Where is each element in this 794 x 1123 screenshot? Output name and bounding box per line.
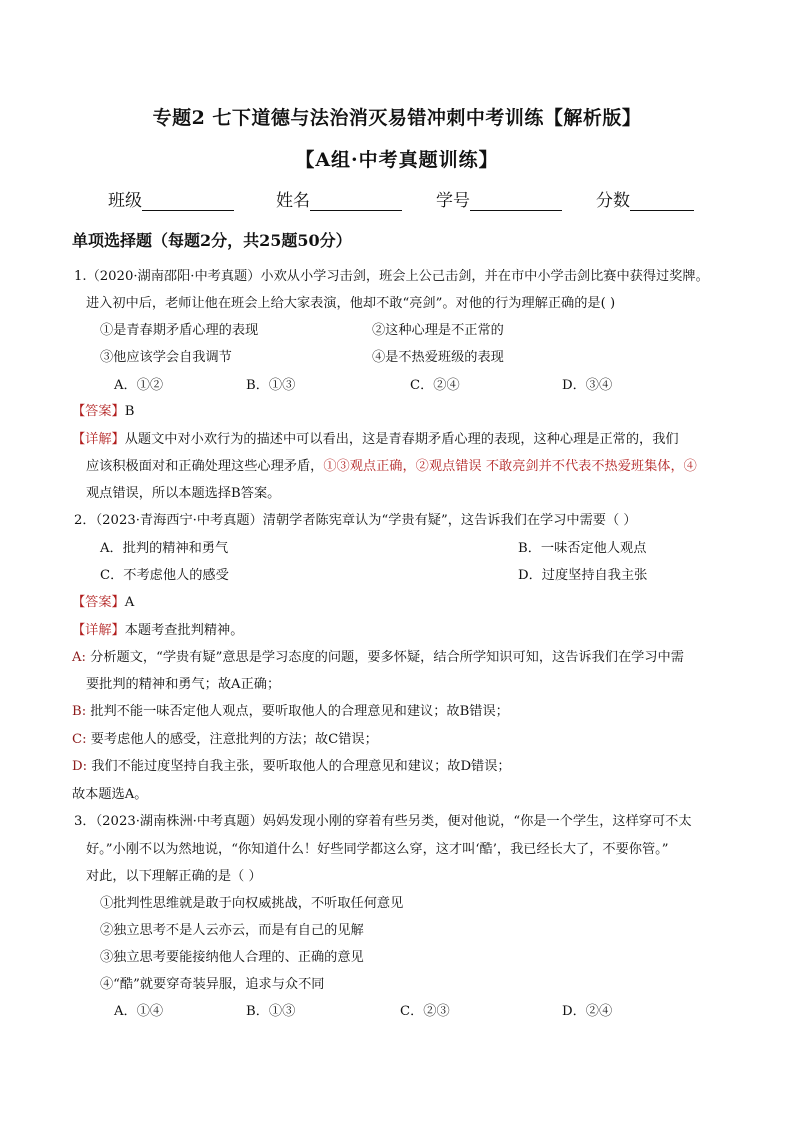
q1-choice-a: A．①② (114, 378, 164, 393)
q2-answer-value: A (124, 595, 135, 610)
q3-stem-line3: 对此，以下理解正确的是（ ） (86, 869, 262, 884)
section-title: 单项选择题（每题2分，共25题50分） (72, 231, 352, 250)
name-blank (310, 190, 402, 211)
q1-detail-line2: 应该积极面对和正确处理这些心理矛盾，①③观点正确，②观点错误 不敢亮剑并不代表不热爱班集体，④ (86, 459, 697, 474)
q2-conclusion: 故本题选A。 (72, 787, 148, 802)
q2-analysis-a-line1: A: 分析题文，“学贵有疑”意思是学习态度的问题，要多怀疑，结合所学知识可知，这告诉我们在学习中需 (72, 650, 684, 665)
q1-answer (72, 403, 134, 421)
q1-answer-label: 【答案】 (72, 404, 125, 419)
q1-answer-value: B (124, 404, 135, 419)
q2-choice-b: B．一味否定他人观点 (518, 541, 647, 556)
q2-analysis-a-line2: 要批判的精神和勇气；故A正确； (86, 677, 281, 692)
student-id-blank (470, 190, 562, 211)
class-blank (142, 190, 234, 211)
q3-statement-4: ④“酷”就要穿奇装异服，追求与众不同 (100, 977, 325, 992)
q2-analysis-d: D: 我们不能过度坚持自我主张，要听取他人的合理意见和建议；故D错误； (72, 759, 511, 774)
q2-answer-label: 【答案】 (72, 595, 125, 610)
q1-statement-2: ②这种心理是不正常的 (372, 323, 504, 338)
q1-statement-4: ④是不热爱班级的表现 (372, 350, 504, 365)
q1-choice-c: C．②④ (410, 378, 460, 393)
name-field: 姓名 (276, 186, 402, 211)
q1-statement-3: ③他应该学会自我调节 (100, 350, 232, 365)
q1-stem-line1: 1.（2020·湖南邵阳·中考真题）小欢从小学习击剑，班会上公己击剑，并在市中小学击剑比赛中获得过奖牌。 (74, 269, 709, 284)
q1-choice-d: D．③④ (562, 378, 613, 393)
q3-statement-3: ③独立思考要能接纳他人合理的、正确的意见 (100, 950, 364, 965)
q1-choice-b: B．①③ (246, 378, 296, 393)
q3-stem-line1: 3．（2023·湖南株洲·中考真题）妈妈发现小刚的穿着有些另类，便对他说，“你是一个学生，这样穿可不太 (74, 814, 692, 829)
q2-choice-d: D．过度坚持自我主张 (518, 568, 648, 583)
q3-stem-line2: 好。”小刚不以为然地说，“你知道什么！好些同学都这么穿，这才叫‘酷’，我已经长大了，不要你管。” (86, 842, 669, 857)
q3-statement-2: ②独立思考不是人云亦云，而是有自己的见解 (100, 923, 364, 938)
q2-detail: 【详解】本题考查批判精神。 (72, 623, 244, 638)
q3-choice-d: D．②④ (562, 1004, 613, 1019)
q2-detail-label: 【详解】 (72, 623, 125, 638)
document-subtitle: 【A组·中考真题训练】 (295, 149, 499, 171)
q1-statement-1: ①是青春期矛盾心理的表现 (100, 323, 259, 338)
q3-choice-b: B．①③ (246, 1004, 296, 1019)
class-field: 班级 (108, 186, 234, 211)
score-field: 分数 (596, 186, 694, 211)
q2-stem: 2．（2023·青海西宁·中考真题）清朝学者陈宪章认为“学贵有疑”，这告诉我们在学习中需要（ ） (74, 513, 637, 528)
document-title: 专题2 七下道德与法治消灭易错冲刺中考训练【解析版】 (152, 107, 642, 129)
q2-choice-a: A．批判的精神和勇气 (100, 541, 229, 556)
q2-answer (72, 594, 134, 612)
q2-analysis-b: B: 批判不能一味否定他人观点，要听取他人的合理意见和建议；故B错误； (72, 704, 509, 719)
q1-detail-line1: 【详解】从题文中对小欢行为的描述中可以看出，这是青春期矛盾心理的表现，这种心理是正常的，我们 (72, 432, 679, 447)
score-blank (630, 190, 694, 211)
q3-statement-1: ①批判性思维就是敢于向权威挑战，不听取任何意见 (100, 896, 404, 911)
q2-choice-c: C．不考虑他人的感受 (100, 568, 229, 583)
q1-stem-line2: 进入初中后，老师让他在班会上给大家表演，他却不敢“亮剑”。对他的行为理解正确的是( ) (86, 296, 616, 311)
student-id-field: 学号 (436, 186, 562, 211)
q3-choice-a: A．①④ (114, 1004, 164, 1019)
q1-detail-label: 【详解】 (72, 432, 125, 447)
q1-detail-line3: 观点错误，所以本题选择B答案。 (86, 486, 281, 501)
q3-choice-c: C．②③ (400, 1004, 450, 1019)
q2-analysis-c: C: 要考虑他人的感受，注意批判的方法；故C错误； (72, 732, 378, 747)
